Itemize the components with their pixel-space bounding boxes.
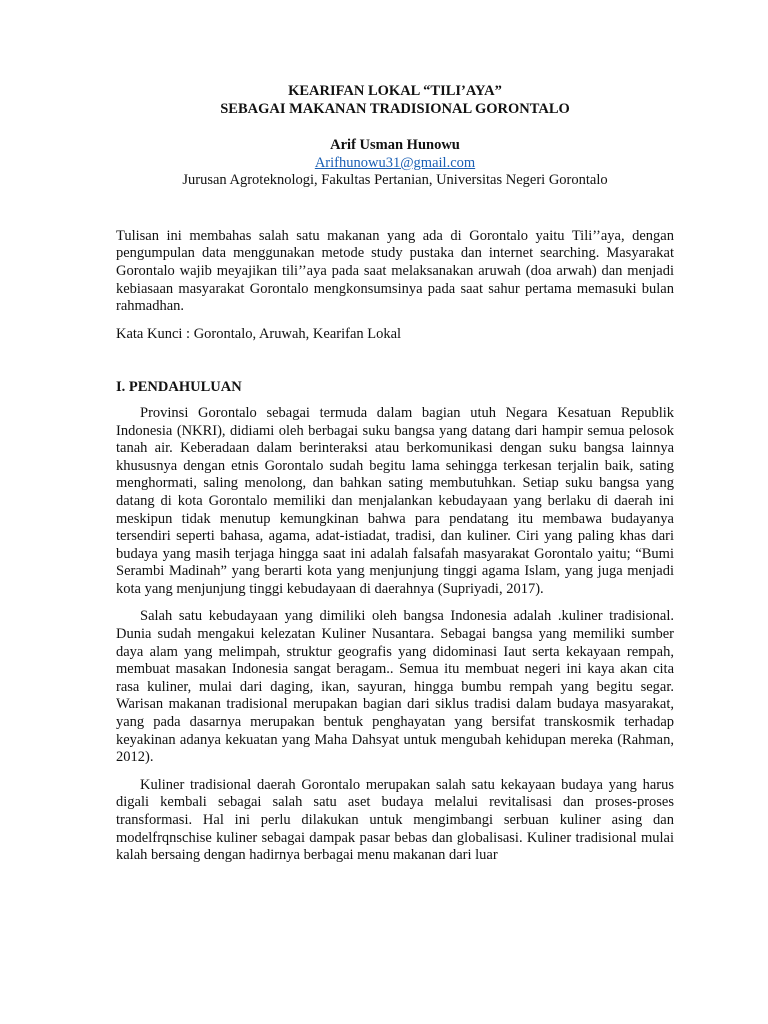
section-heading: I. PENDAHULUAN: [116, 379, 242, 396]
paper-title-line-2: SEBAGAI MAKANAN TRADISIONAL GORONTALO: [220, 101, 570, 117]
body-paragraph: Provinsi Gorontalo sebagai termuda dalam bagian utuh Negara Kesatuan Republik Indonesia (NKRI), didiami oleh berbagai suku bangsa yang datang dari hampir semua pelosok tanah air. Keberadaan dalam berinteraksi atau berkomunikasi dengan suku bangsa lainnya khususnya dengan etnis Gorontalo sudah begitu lama sehingga terkesan terjalin baik, sating menghormati, saling menolong, dan bahkan sating membutuhkan. Setiap suku bangsa yang datang di kota Gorontalo memiliki dan menjalankan kebudayaan yang berlaku di daerah ini meskipun tidak menutup kemungkinan bahwa para pendatang itu membawa budayanya tersendiri seperti bahasa, agama, adat-istiadat, tradisi, dan kuliner. Ciri yang paling khas dari budaya yang masih terjaga hingga saat ini adalah falsafah masyarakat Gorontalo yaitu; “Bumi Serambi Madinah” yang berarti kota yang menjunjung tinggi agama Islam, yang juga menjadi kota yang menjunjung tinggi kebudayaan di daerahnya (Supriyadi, 2017).: [116, 404, 674, 597]
author-affiliation: Jurusan Agroteknologi, Fakultas Pertanian, Universitas Negeri Gorontalo: [182, 172, 608, 189]
author-email-link[interactable]: Arifhunowu31@gmail.com: [314, 154, 476, 171]
body-paragraph: Kuliner tradisional daerah Gorontalo merupakan salah satu kekayaan budaya yang harus digali kembali sebagai salah satu aset budaya melalui revitalisasi dan proses-proses transformasi. Hal ini perlu dilakukan untuk mengimbangi serbuan kuliner asing dan modelfrqnschise kuliner sebagai dampak pasar bebas dan globalisasi. Kuliner tradisional mulai kalah bersaing dengan hadirnya berbagai menu makanan dari luar: [116, 776, 674, 864]
keywords: Kata Kunci : Gorontalo, Aruwah, Kearifan Lokal: [116, 325, 402, 342]
abstract: Tulisan ini membahas salah satu makanan yang ada di Gorontalo yaitu Tili’’aya, dengan pengumpulan data menggunakan metode study pustaka dan internet searching. Masyarakat Gorontalo wajib meyajikan tili’’aya pada saat melaksanakan aruwah (doa arwah) dan menjadi kebiasaan masyarakat Gorontalo mengkonsumsinya pada saat sahur pertama memasuki bulan rahmadhan.: [116, 227, 674, 315]
paper-title-line-1: KEARIFAN LOKAL “TILI’AYA”: [288, 83, 502, 99]
author-name: Arif Usman Hunowu: [330, 137, 460, 153]
author-email-line: [116, 155, 674, 173]
body-paragraph: Salah satu kebudayaan yang dimiliki oleh bangsa Indonesia adalah .kuliner tradisional. Dunia sudah mengakui kelezatan Kuliner Nusantara. Sebagai bangsa yang memiliki sumber daya alam yang melimpah, struktur geografis yang didominasi Iaut serta kekayaan rempah, membuat masakan Indonesia sangat beragam.. Semua itu membuat negeri ini kaya akan cita rasa kuliner, mulai dari daging, ikan, sayuran, hingga bumbu rempah yang begitu segar. Warisan makanan tradisional merupakan bagian dari siklus tradisi dalam budaya masyarakat, yang pada dasarnya merupakan bentuk penghayatan yang bersifat transkosmik terhadap keyakinan adanya kekuatan yang Maha Dahsyat untuk mengubah kehidupan mereka (Rahman, 2012).: [116, 608, 674, 766]
paper-body: [116, 82, 674, 865]
